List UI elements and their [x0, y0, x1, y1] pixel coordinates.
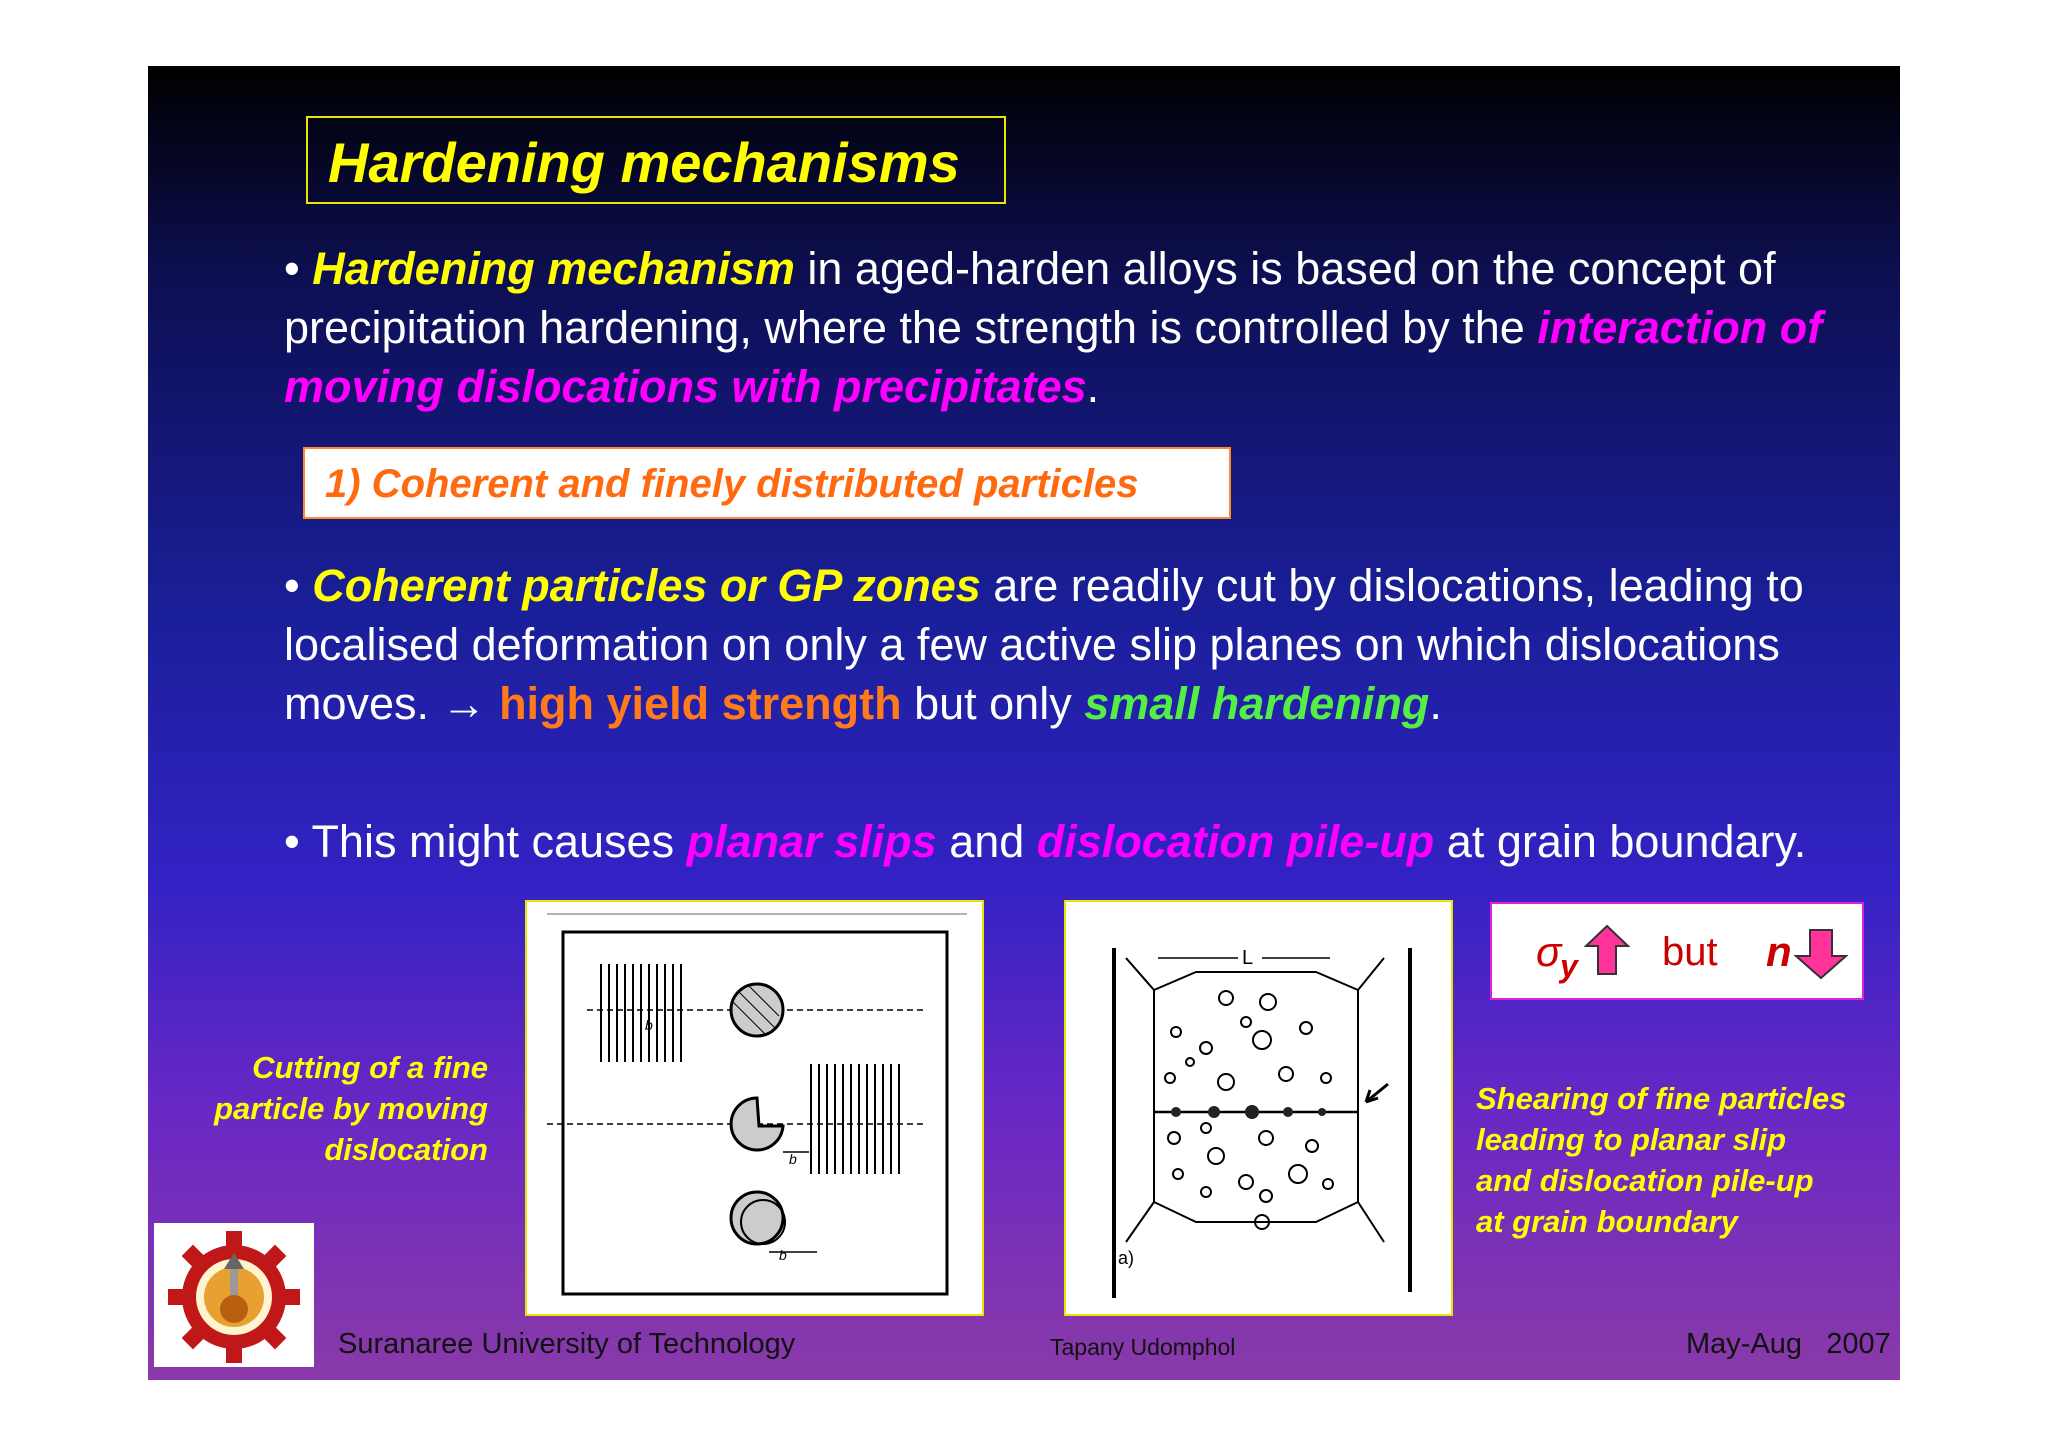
highlight-small-hardening: small hardening: [1084, 678, 1430, 729]
pile-up-diagram: [1066, 902, 1451, 1314]
highlight-interaction: interaction of moving dislocations with precipitates: [284, 302, 1823, 412]
caption-line: leading to planar slip: [1476, 1122, 1787, 1157]
figure-cutting-particle: [525, 900, 984, 1316]
highlight-planar-slips: planar slips: [686, 816, 937, 867]
caption-line: Shearing of fine particles: [1476, 1081, 1847, 1116]
title-box: [306, 116, 1006, 204]
bullet-text-2: but only: [901, 678, 1085, 729]
caption-line: at grain boundary: [1476, 1204, 1738, 1239]
bullet-end: .: [1086, 361, 1100, 412]
sigma-subscript: y: [1560, 948, 1578, 984]
figure-pile-up: [1064, 900, 1453, 1316]
spacer: [487, 678, 500, 729]
bullet-text: • This might causes: [284, 816, 687, 867]
bullet-mark: •: [284, 243, 313, 294]
bullet-planar-slips: [284, 812, 1844, 871]
footer-university: Suranaree University of Technology: [338, 1328, 796, 1360]
highlight-hardening-mechanism: Hardening mechanism: [312, 243, 795, 294]
cutting-diagram: [527, 902, 982, 1314]
caption-shearing: [1476, 1078, 1896, 1242]
caption-cutting: [148, 1047, 488, 1170]
bullet-text: are readily cut by dislocations, leading to localised deformation on only a few active slip planes on which dislocations moves.: [284, 560, 1804, 729]
length-label: L: [1242, 947, 1254, 969]
bullet-text-2: and: [936, 816, 1037, 867]
bullet-hardening-mechanism: [284, 239, 1844, 416]
university-logo: [154, 1223, 314, 1367]
bullet-end: .: [1429, 678, 1442, 729]
slide-title: Hardening mechanisms: [328, 131, 960, 194]
arrow-icon: →: [441, 678, 487, 729]
bullet-text-3: at grain boundary.: [1434, 816, 1807, 867]
slide: [148, 66, 1900, 1380]
burgers-label: b: [789, 1151, 797, 1167]
highlight-coherent-particles: Coherent particles or GP zones: [312, 560, 981, 611]
gear-emblem-icon: [154, 1223, 314, 1367]
n-symbol: n: [1766, 928, 1792, 975]
subheading: 1) Coherent and finely distributed particles: [325, 462, 1139, 506]
figure-a-label: a): [1118, 1248, 1135, 1268]
bullet-text: in aged-harden alloys is based on the concept of precipitation hardening, where the strength is controlled by the: [284, 243, 1776, 353]
highlight-high-yield: high yield strength: [499, 678, 902, 729]
sigma-but: but: [1662, 930, 1718, 974]
caption-line: Cutting of a fine: [252, 1050, 488, 1085]
sigma-box: [1490, 902, 1864, 1000]
bullet-coherent-particles: [284, 556, 1814, 733]
highlight-pile-up: dislocation pile-up: [1036, 816, 1435, 867]
subheading-box: [303, 447, 1231, 519]
footer-author: Tapany Udomphol: [1050, 1334, 1236, 1360]
caption-line: particle by moving: [214, 1091, 488, 1126]
footer-date: May-Aug 2007: [1686, 1328, 1891, 1360]
down-arrow-icon: [1794, 928, 1848, 980]
burgers-label: b: [779, 1247, 787, 1263]
caption-line: and dislocation pile-up: [1476, 1163, 1814, 1198]
sigma-symbol: σ: [1536, 928, 1562, 975]
caption-line: dislocation: [324, 1132, 488, 1167]
bullet-mark: •: [284, 560, 313, 611]
burgers-label: b: [645, 1017, 653, 1033]
up-arrow-icon: [1584, 924, 1630, 976]
